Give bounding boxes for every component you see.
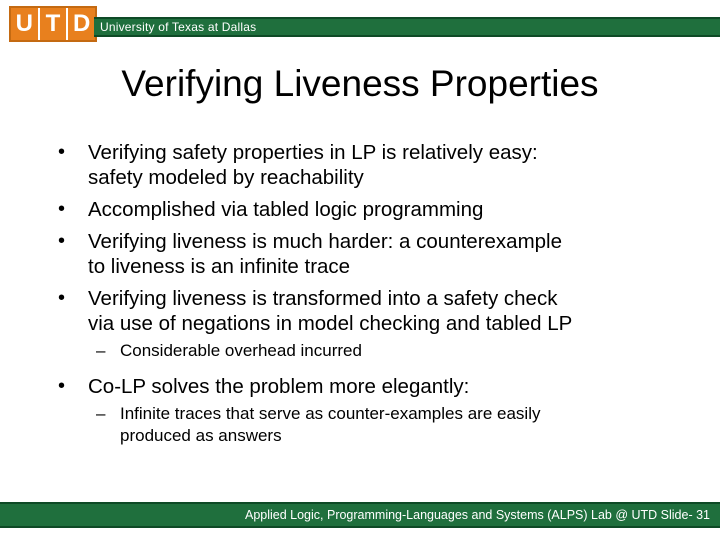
bullet-dot: • (58, 141, 66, 163)
slide-header (0, 0, 720, 44)
bullet-dot: • (58, 375, 66, 397)
logo-letter-t: T (40, 8, 69, 40)
slide-title: Verifying Liveness Properties (121, 63, 599, 104)
sub-bullet-item (58, 403, 698, 447)
bullet-item (58, 197, 698, 222)
bullet-item (58, 229, 698, 279)
university-name: University of Texas at Dallas (100, 20, 257, 34)
header-band (94, 17, 720, 37)
bullet-text-line: Verifying liveness is transformed into a safety check (88, 287, 558, 310)
bullet-text-line: via use of negations in model checking and tabled LP (88, 312, 573, 335)
footer-text: Applied Logic, Programming-Languages and Systems (ALPS) Lab @ UTD Slide- 31 (244, 508, 710, 522)
sub-bullet-dash: – (96, 404, 106, 423)
logo-letter-d: D (68, 8, 95, 40)
bullet-dot: • (58, 230, 66, 252)
bullet-text-line: Accomplished via tabled logic programming (88, 198, 484, 221)
bullet-dot: • (58, 198, 66, 220)
bullet-text-line: Co-LP solves the problem more elegantly: (88, 375, 470, 398)
logo-letter-u: U (11, 8, 40, 40)
sub-bullet-dash: – (96, 341, 106, 360)
bullet-text-line: to liveness is an infinite trace (88, 255, 351, 278)
bullet-text-line: safety modeled by reachability (88, 166, 364, 189)
sub-bullet-text: produced as answers (120, 426, 282, 445)
sub-bullet-text: Infinite traces that serve as counter-examples are easily (120, 404, 541, 423)
bullet-item (58, 140, 698, 190)
bullet-text-line: Verifying liveness is much harder: a counterexample (88, 230, 563, 253)
sub-bullet-text: Considerable overhead incurred (120, 341, 362, 360)
bullet-item (58, 286, 698, 336)
slide-footer (0, 502, 720, 528)
bullet-dot: • (58, 287, 66, 309)
bullet-item (58, 374, 698, 399)
bullet-text-line: Verifying safety properties in LP is relatively easy: (88, 141, 538, 164)
utd-logo (9, 6, 97, 42)
sub-bullet-item (58, 340, 698, 362)
slide-content (58, 140, 698, 459)
